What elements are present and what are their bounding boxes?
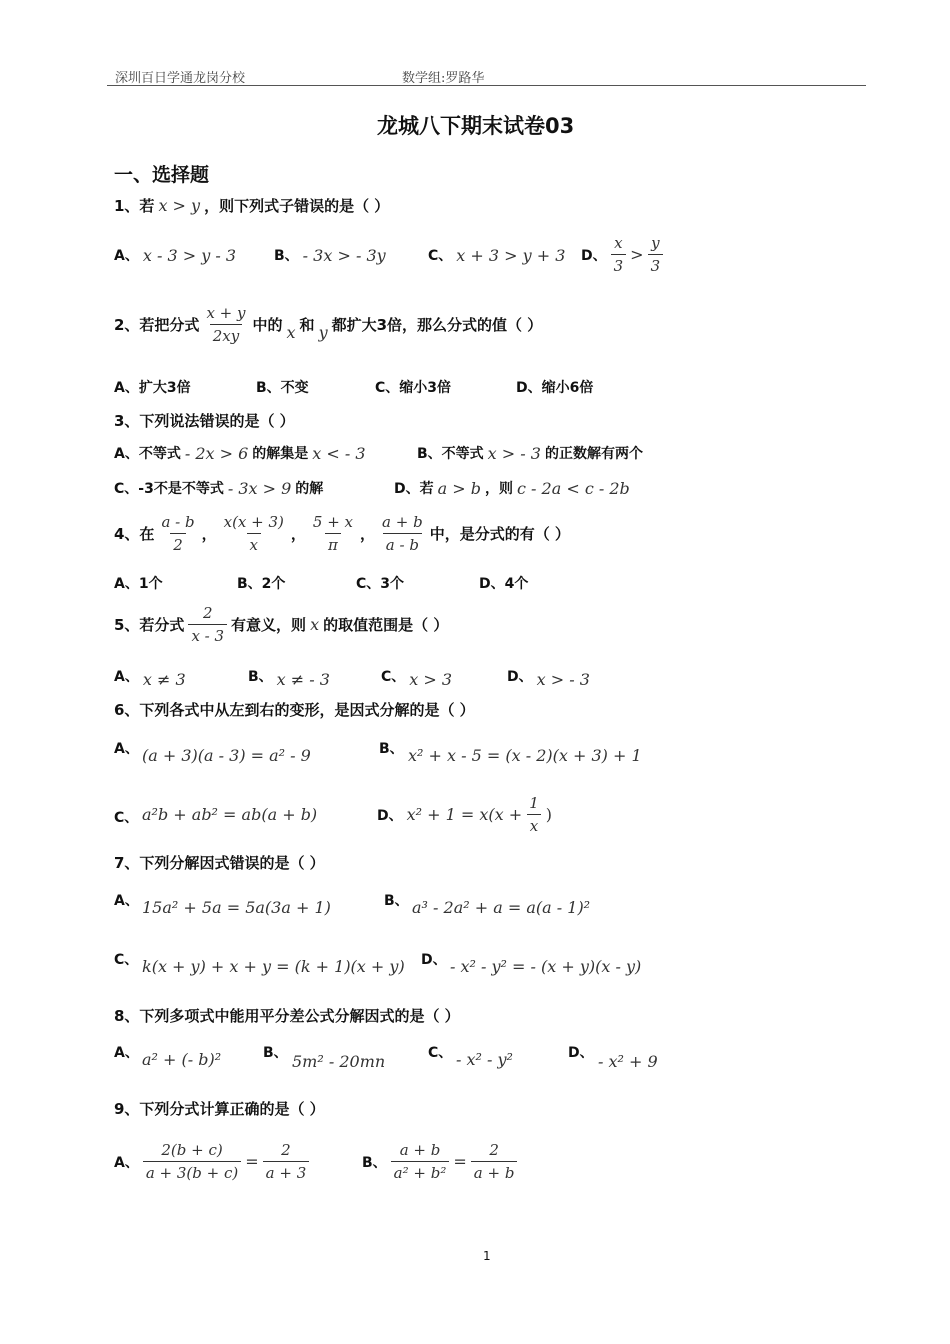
- question-4: [114, 513, 570, 554]
- page-number: 1: [483, 1249, 491, 1263]
- fraction: $\frac{1}{x}$: [526, 794, 542, 835]
- option-math: a > b: [437, 478, 481, 498]
- q6-option-a-label: A、: [114, 741, 139, 757]
- fraction: $\frac{a + b}{\text{a² + b²}}$: [391, 1141, 450, 1182]
- q5-label: 5、若分式: [114, 616, 185, 634]
- q8-option-c: - x² - y²: [456, 1050, 513, 1069]
- q2-text: 中的: [252, 316, 283, 334]
- option-text: 的解集是: [252, 446, 309, 462]
- q8-option-b: 5m² - 20mn: [292, 1052, 386, 1071]
- fraction: $\frac{2(b + c)}{a + 3(b + c)}$: [143, 1141, 241, 1182]
- q2-rest: 都扩大3倍，那么分式的值（ ）: [331, 316, 543, 334]
- q5-var: x: [310, 615, 320, 634]
- q2-option-c: C、缩小3倍: [375, 380, 452, 396]
- option-math: x > 3: [409, 669, 453, 689]
- q6-option-b-label: B、: [379, 741, 404, 757]
- option-label: D、: [507, 669, 533, 685]
- option-math: x > - 3: [487, 443, 541, 463]
- q6-option-a: (a + 3)(a - 3) = a² - 9: [142, 746, 311, 765]
- option-math: - 2x > 6: [184, 443, 249, 463]
- fraction: $\frac{2}{a + 3}$: [263, 1141, 310, 1182]
- q4-option-b: B、2个: [237, 576, 286, 592]
- separator: ，: [360, 525, 376, 543]
- q4-option-c: C、3个: [356, 576, 405, 592]
- q7-option-d-label: D、: [421, 952, 447, 968]
- option-math: x < - 3: [312, 443, 366, 463]
- q8-option-c-label: C、: [428, 1045, 453, 1061]
- option-text: 的正数解有两个: [544, 446, 643, 462]
- q2-option-d: D、缩小6倍: [516, 380, 594, 396]
- option-label: C、: [381, 669, 406, 685]
- q2-label: 2、若把分式: [114, 316, 200, 334]
- option-math: x + 3 > y + 3: [456, 245, 566, 265]
- q4-label: 4、在: [114, 525, 155, 543]
- header-rule: [107, 85, 866, 86]
- q5-rest: 的取值范围是（ ）: [323, 616, 449, 634]
- option-text: D、若: [394, 481, 434, 497]
- q1-option-d: [581, 234, 663, 275]
- q5-option-c: [381, 666, 453, 689]
- q6-option-c-label: C、: [114, 810, 139, 826]
- option-label: C、: [428, 248, 453, 264]
- separator: ，: [290, 525, 306, 543]
- q1-option-c: [428, 245, 565, 265]
- option-label: B、: [362, 1154, 387, 1171]
- option-math: x² + 1 = x(x +: [406, 805, 523, 824]
- q9-option-a: [114, 1141, 309, 1182]
- fraction: $\frac{2}{a + b}$: [471, 1141, 518, 1182]
- option-math: ): [545, 805, 552, 824]
- page-title: 龙城八下期末试卷03: [377, 114, 575, 138]
- q8-option-b-label: B、: [263, 1045, 288, 1061]
- option-math: - 3x > 9: [227, 478, 292, 498]
- q3-option-d: [394, 478, 630, 498]
- q6-option-b: x² + x - 5 = (x - 2)(x + 3) + 1: [408, 746, 642, 765]
- option-text: ，则: [484, 481, 513, 497]
- q5-option-d: [507, 666, 590, 689]
- q8-option-a-label: A、: [114, 1045, 139, 1061]
- q4-option-a: A、1个: [114, 576, 163, 592]
- question-9: 9、下列分式计算正确的是（ ）: [114, 1100, 325, 1118]
- option-label: D、: [581, 247, 607, 264]
- q2-option-a: A、扩大3倍: [114, 380, 191, 396]
- question-5: [114, 604, 448, 645]
- q2-text: 和: [299, 316, 315, 334]
- q4-fraction-3: $\frac{5 + x}{\pi}$: [312, 513, 354, 554]
- q7-option-c-label: C、: [114, 952, 139, 968]
- option-label: A、: [114, 248, 139, 264]
- question-8: 8、下列多项式中能用平分差公式分解因式的是（ ）: [114, 1007, 460, 1025]
- option-label: A、: [114, 669, 139, 685]
- q2-option-b: B、不变: [256, 380, 309, 396]
- q7-option-a: 15a² + 5a = 5a(3a + 1): [142, 898, 331, 917]
- q1-option-b: [274, 245, 386, 265]
- question-3: 3、下列说法错误的是（ ）: [114, 412, 295, 430]
- fraction: $\frac{y}{3}$: [648, 234, 664, 275]
- q1-option-a: [114, 245, 236, 265]
- q5-option-b: [248, 666, 330, 689]
- q3-option-b: [417, 443, 643, 463]
- q8-option-a: a² + (- b)²: [142, 1050, 222, 1069]
- header-group: 数学组:罗路华: [402, 71, 485, 86]
- q2-var-y: y: [318, 323, 328, 342]
- option-label: B、: [248, 669, 273, 685]
- q4-fraction-1: $\frac{a - b}{2}$: [161, 513, 195, 554]
- option-math: x > - 3: [536, 669, 590, 689]
- option-text: 的解: [295, 481, 324, 497]
- question-6: 6、下列各式中从左到右的变形，是因式分解的是（ ）: [114, 701, 475, 719]
- q3-option-a: [114, 443, 366, 463]
- q9-option-b: [362, 1141, 517, 1182]
- q7-option-b-label: B、: [384, 893, 409, 909]
- q5-fraction: $\frac{2}{x - 3}$: [188, 604, 227, 645]
- q4-rest: 中，是分式的有（ ）: [429, 525, 570, 543]
- option-text: B、不等式: [417, 446, 484, 462]
- q4-option-d: D、4个: [479, 576, 529, 592]
- option-math: =: [453, 1152, 467, 1171]
- q1-label: 1、若: [114, 197, 155, 215]
- option-math: c - 2a < c - 2b: [516, 478, 630, 498]
- q6-option-d: [377, 794, 552, 835]
- q5-option-a: [114, 666, 186, 689]
- q8-option-d-label: D、: [568, 1045, 594, 1061]
- option-text: A、不等式: [114, 446, 181, 462]
- q2-var-x: x: [286, 323, 296, 342]
- q3-option-c: [114, 478, 323, 498]
- q7-option-a-label: A、: [114, 893, 139, 909]
- option-math: x ≠ 3: [142, 669, 186, 689]
- option-math: x - 3 > y - 3: [142, 245, 236, 265]
- option-text: C、-3不是不等式: [114, 481, 224, 497]
- question-7: 7、下列分解因式错误的是（ ）: [114, 854, 325, 872]
- q4-fraction-4: $\frac{a + b}{a - b}$: [382, 513, 423, 554]
- option-label: B、: [274, 248, 299, 264]
- option-math: x ≠ - 3: [276, 669, 330, 689]
- q5-text: 有意义，则: [231, 616, 307, 634]
- question-1: [114, 195, 389, 216]
- q1-rest: ，则下列式子错误的是（ ）: [204, 197, 390, 215]
- q7-option-d: - x² - y² = - (x + y)(x - y): [450, 957, 642, 976]
- question-2: [114, 304, 542, 345]
- option-math: =: [245, 1152, 259, 1171]
- fraction: $\frac{x}{3}$: [611, 234, 627, 275]
- q1-condition: x > y: [158, 196, 201, 215]
- header-school: 深圳百日学通龙岗分校: [115, 71, 246, 86]
- option-label: A、: [114, 1154, 139, 1171]
- q4-fraction-2: $\frac{x(x + 3)}{x}$: [223, 513, 284, 554]
- option-math: - 3x > - 3y: [302, 245, 386, 265]
- q7-option-c: k(x + y) + x + y = (k + 1)(x + y): [142, 957, 405, 976]
- option-math: >: [630, 245, 644, 264]
- q8-option-d: - x² + 9: [598, 1052, 658, 1071]
- option-label: D、: [377, 807, 403, 824]
- q2-fraction: $\frac{x + y}{2xy}$: [206, 304, 246, 345]
- separator: ，: [201, 525, 217, 543]
- q7-option-b: a³ - 2a² + a = a(a - 1)²: [412, 898, 591, 917]
- q6-option-c: a²b + ab² = ab(a + b): [142, 805, 318, 824]
- section-heading: 一、选择题: [114, 164, 210, 186]
